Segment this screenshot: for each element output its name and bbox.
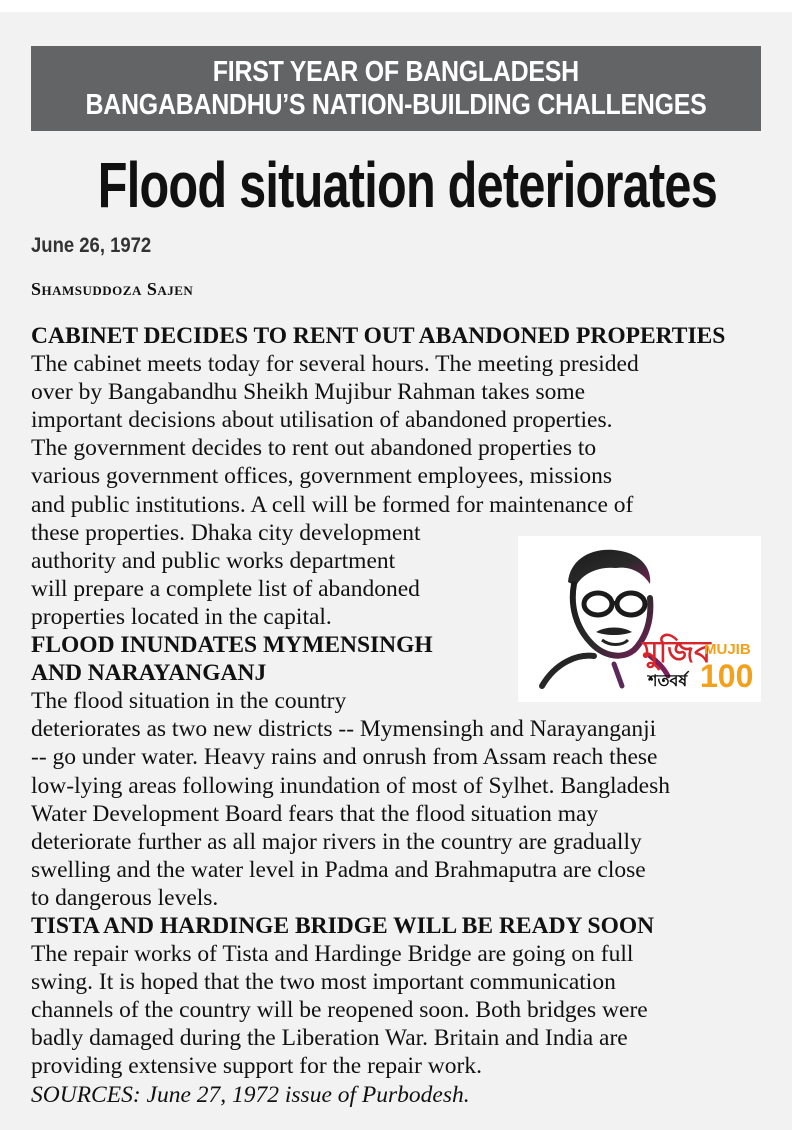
section-heading: TISTA AND HARDINGE BRIDGE WILL BE READY SOON	[31, 912, 655, 939]
logo-bangla-bottom: শতবর্ষ	[648, 671, 688, 690]
byline: Shamsuddoza Sajen	[31, 279, 194, 299]
body-line: to dangerous levels.	[31, 884, 219, 911]
article-body	[31, 322, 771, 1109]
body-line: properties located in the capital.	[31, 603, 332, 630]
series-banner	[31, 46, 761, 131]
body-line: various government offices, government employees, missions	[31, 463, 613, 490]
mujib-portrait-illustration	[518, 536, 761, 702]
sources-note: SOURCES: June 27, 1972 issue of Purbodesh.	[31, 1081, 470, 1108]
body-line: over by Bangabandhu Sheikh Mujibur Rahman takes some	[31, 379, 586, 406]
logo-latin-top: MUJIB	[704, 641, 751, 658]
banner-line-1: FIRST YEAR OF BANGLADESH	[212, 55, 580, 88]
body-line: swelling and the water level in Padma and Brahmaputra are close	[31, 856, 646, 883]
body-line: swing. It is hoped that the two most important communication	[31, 969, 616, 996]
dateline: June 26, 1972	[31, 234, 152, 257]
logo-latin-bottom: 100	[700, 658, 754, 694]
logo-bangla-top: মুজিব	[642, 635, 711, 670]
body-line: will prepare a complete list of abandoned	[31, 575, 420, 602]
section-heading: FLOOD INUNDATES MYMENSINGH	[31, 632, 433, 659]
body-line: channels of the country will be reopened soon. Both bridges were	[31, 997, 648, 1024]
section-heading: AND NARAYANGANJ	[31, 660, 267, 687]
section-heading: CABINET DECIDES TO RENT OUT ABANDONED PROPERTIES	[31, 323, 726, 349]
body-line: The flood situation in the country	[31, 688, 347, 715]
body-line: deteriorate further as all major rivers in the country are gradually	[31, 828, 642, 855]
body-line: -- go under water. Heavy rains and onrush from Assam reach these	[31, 744, 658, 771]
body-line: The government decides to rent out abandoned properties to	[31, 435, 597, 462]
body-line: these properties. Dhaka city development	[31, 519, 421, 546]
banner-line-2: BANGABANDHU’S NATION-BUILDING CHALLENGES	[85, 88, 707, 121]
body-line: important decisions about utilisation of abandoned properties.	[31, 407, 613, 434]
mujib-100-logo	[518, 536, 761, 702]
body-line: low-lying areas following inundation of most of Sylhet. Bangladesh	[31, 772, 670, 799]
headline-text: Flood situation deteriorates	[97, 149, 717, 221]
body-line: authority and public works department	[31, 547, 396, 574]
body-line: The repair works of Tista and Hardinge Bridge are going on full	[31, 941, 634, 968]
body-line: providing extensive support for the repair work.	[31, 1053, 482, 1080]
top-border	[0, 0, 792, 12]
body-line: The cabinet meets today for several hours. The meeting presided	[31, 351, 639, 378]
headline	[0, 148, 792, 222]
body-line: and public institutions. A cell will be formed for maintenance of	[31, 491, 634, 518]
body-line: Water Development Board fears that the flood situation may	[31, 800, 599, 827]
body-line: badly damaged during the Liberation War. Britain and India are	[31, 1025, 628, 1052]
body-line: deteriorates as two new districts -- Mymensingh and Narayanganji	[31, 716, 657, 743]
